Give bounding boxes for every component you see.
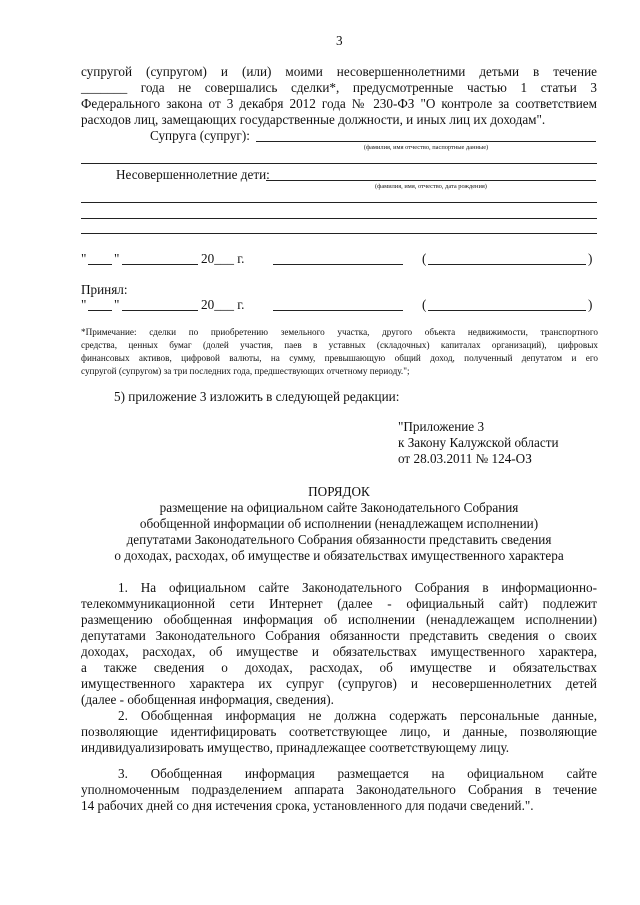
- para2-line-2: позволяющие идентифицировать соответствующее лицо, и данные, позволяющие: [81, 724, 597, 739]
- order-subtitle-line-3: депутатами Законодательного Собрания обязанности представить сведения: [126, 532, 552, 547]
- para3-line-3: 14 рабочих дней со дня истечения срока, установленного для подачи сведений.".: [81, 798, 534, 813]
- note-line-1: *Примечание: сделки по приобретению земельного участка, другого объекта недвижимости, транспортного: [81, 327, 598, 337]
- para3-line-2: уполномоченным подразделением аппарата Законодательного Собрания в течение: [81, 782, 597, 797]
- note-line-4: супругой (супругом) за три последних года, предшествующих отчетному периоду.";: [81, 366, 410, 376]
- spouse-hint: (фамилия, имя отчество, паспортные данные): [363, 144, 489, 151]
- page-number: 3: [336, 33, 343, 48]
- para1-line-3: размещению обобщенная информация об исполнении (ненадлежащем исполнении): [81, 612, 597, 627]
- appendix-line-2: к Закону Калужской области: [398, 435, 559, 450]
- intro-line-2: _______ года не совершались сделки*, предусмотренные частью 1 статьи 3: [81, 80, 597, 95]
- name-paren-close: ): [588, 251, 593, 266]
- date-quote-open: ": [81, 251, 87, 266]
- para1-line-4: депутатами Законодательного Собрания обязанности представить сведения о своих: [81, 628, 597, 643]
- month-line: [122, 264, 198, 265]
- para3-line-1: 3. Обобщенная информация размещается на официальном сайте: [118, 766, 597, 781]
- signature-line: [273, 310, 403, 311]
- order-title: ПОРЯДОК: [308, 484, 370, 499]
- children-fill-line-2: [81, 202, 597, 203]
- date-quote-close: ": [114, 251, 120, 266]
- para2-line-3: индивидуализировать имущество, принадлежащее соответствующему лицу.: [81, 740, 510, 755]
- note-line-2: средства, ценных бумаг (долей участия, паев в уставных (складочных) капиталах организаций), цифровых: [81, 340, 598, 350]
- name-line: [428, 310, 586, 311]
- children-label: Несовершеннолетние дети:: [116, 167, 270, 182]
- spouse-fill-line-2: [81, 163, 597, 164]
- item-5: 5) приложение 3 изложить в следующей редакции:: [114, 389, 400, 404]
- appendix-line-1: "Приложение 3: [398, 419, 485, 434]
- order-subtitle-line-2: обобщенной информации об исполнении (ненадлежащем исполнении): [139, 516, 539, 531]
- para1-line-1: 1. На официальном сайте Законодательного Собрания в информационно-: [118, 580, 597, 595]
- month-line: [122, 310, 198, 311]
- intro-line-4: расходов лиц, замещающих государственные должности, и иных лиц их доходам".: [81, 112, 546, 127]
- date-quote-open: ": [81, 297, 87, 312]
- signature-line: [273, 264, 403, 265]
- children-fill-line: [266, 180, 596, 181]
- spouse-fill-line: [256, 141, 596, 142]
- name-paren-open: (: [422, 297, 427, 312]
- intro-line-3: Федерального закона от 3 декабря 2012 года № 230-ФЗ "О контроле за соответствием: [81, 96, 597, 111]
- name-line: [428, 264, 586, 265]
- date-quote-close: ": [114, 297, 120, 312]
- spouse-label: Супруга (супруг):: [150, 128, 250, 143]
- children-fill-line-3: [81, 218, 597, 219]
- children-hint: (фамилия, имя, отчество, дата рождения): [375, 183, 487, 190]
- day-line: [88, 310, 112, 311]
- name-paren-open: (: [422, 251, 427, 266]
- para1-line-2: телекоммуникационной сети Интернет (далее - официальный сайт) подлежит: [81, 596, 597, 611]
- day-line: [88, 264, 112, 265]
- para1-line-6: а также сведения о доходах, расходах, об имуществе и обязательствах: [81, 660, 597, 675]
- para2-line-1: 2. Обобщенная информация не должна содержать персональные данные,: [118, 708, 597, 723]
- accepted-label: Принял:: [81, 282, 128, 297]
- order-subtitle-line-1: размещение на официальном сайте Законодательного Собрания: [159, 500, 519, 515]
- para1-line-8: (далее - обобщенная информация, сведения).: [81, 692, 334, 707]
- year-label: 20___ г.: [201, 251, 245, 266]
- intro-line-1: супругой (супругом) и (или) моими несовершеннолетними детьми в течение: [81, 64, 597, 79]
- appendix-line-3: от 28.03.2011 № 124-ОЗ: [398, 451, 532, 466]
- para1-line-7: имущественного характера их супруг (супругов) и несовершеннолетних детей: [81, 676, 597, 691]
- order-subtitle-line-4: о доходах, расходах, об имуществе и обязательствах имущественного характера: [114, 548, 564, 563]
- name-paren-close: ): [588, 297, 593, 312]
- year-label: 20___ г.: [201, 297, 245, 312]
- children-fill-line-4: [81, 233, 597, 234]
- para1-line-5: доходах, расходах, об имуществе и обязательствах имущественного характера,: [81, 644, 597, 659]
- note-line-3: финансовых активов, цифровой валюты, на сумму, превышающую общий доход, полученный депутатом и его: [81, 353, 598, 363]
